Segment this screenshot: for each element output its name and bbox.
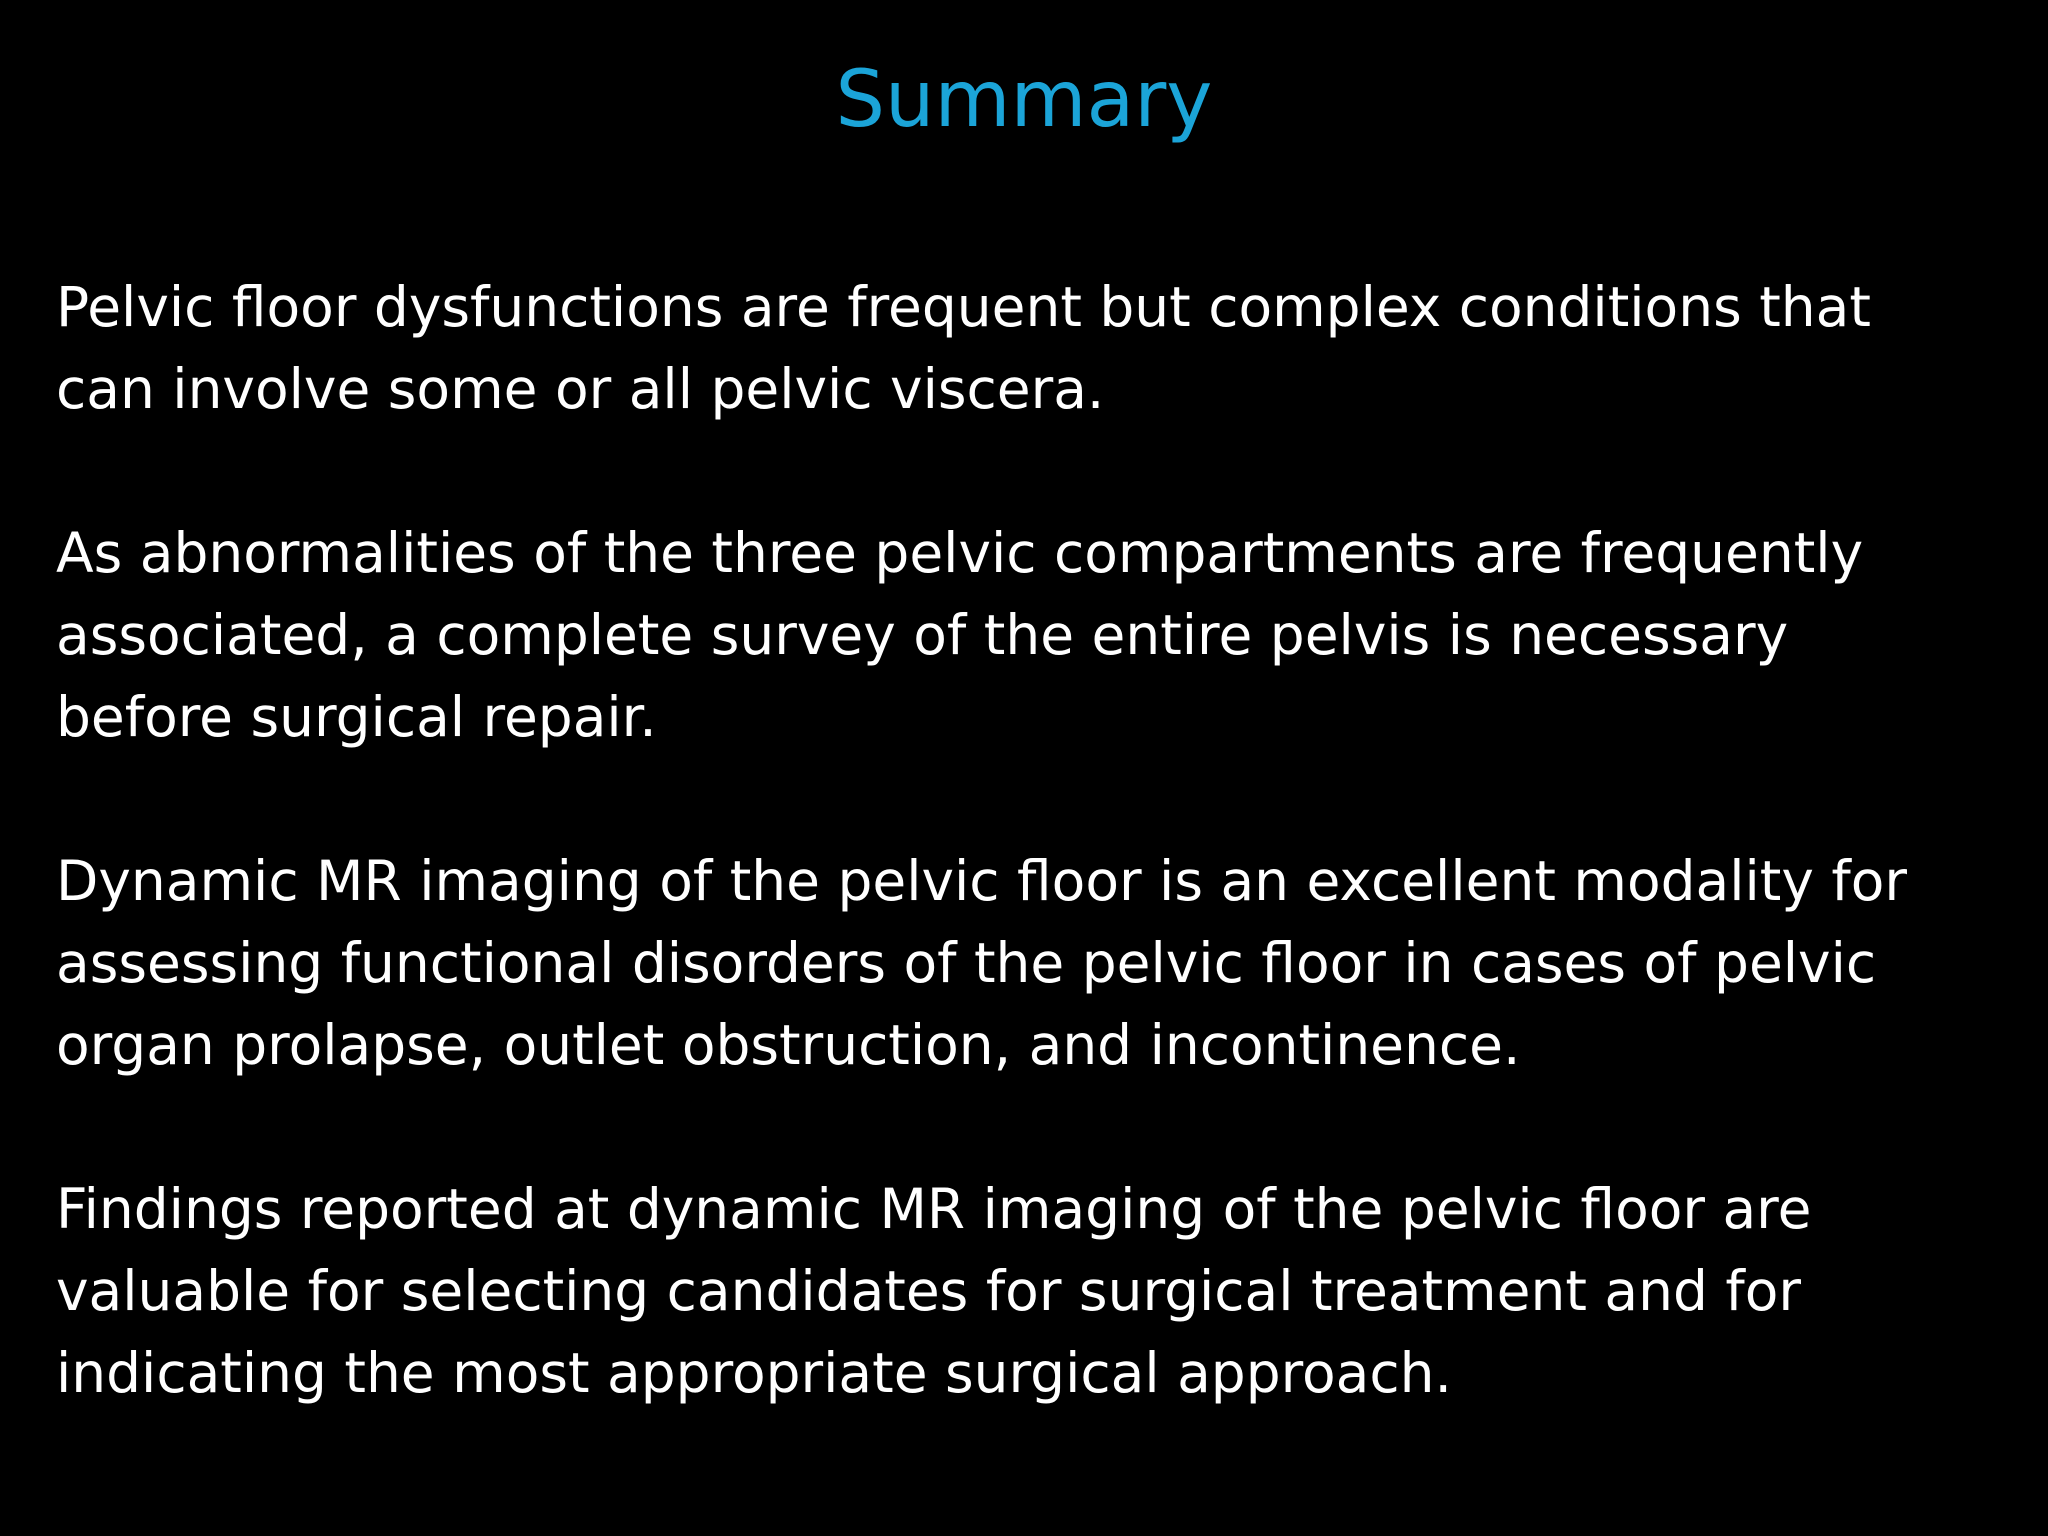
paragraph-line: assessing functional disorders of the pelvic floor in cases of pelvic bbox=[56, 931, 1877, 995]
paragraph-dynamic-mr bbox=[56, 840, 1996, 1086]
paragraph-line: Pelvic floor dysfunctions are frequent but complex conditions that bbox=[56, 275, 1871, 339]
paragraph-line: As abnormalities of the three pelvic compartments are frequently bbox=[56, 521, 1864, 585]
paragraph-dysfunctions bbox=[56, 266, 1996, 430]
slide-body bbox=[56, 266, 1996, 1414]
paragraph-line: indicating the most appropriate surgical approach. bbox=[56, 1341, 1452, 1405]
paragraph-line: can involve some or all pelvic viscera. bbox=[56, 357, 1105, 421]
paragraph-line: associated, a complete survey of the entire pelvis is necessary bbox=[56, 603, 1789, 667]
slide-title: Summary bbox=[835, 55, 1213, 145]
paragraph-line: Findings reported at dynamic MR imaging of the pelvic floor are bbox=[56, 1177, 1812, 1241]
paragraph-findings bbox=[56, 1168, 1996, 1414]
paragraph-line: Dynamic MR imaging of the pelvic floor is an excellent modality for bbox=[56, 849, 1907, 913]
paragraph-line: valuable for selecting candidates for surgical treatment and for bbox=[56, 1259, 1801, 1323]
paragraph-compartments bbox=[56, 512, 1996, 758]
paragraph-line: before surgical repair. bbox=[56, 685, 657, 749]
paragraph-line: organ prolapse, outlet obstruction, and incontinence. bbox=[56, 1013, 1521, 1077]
